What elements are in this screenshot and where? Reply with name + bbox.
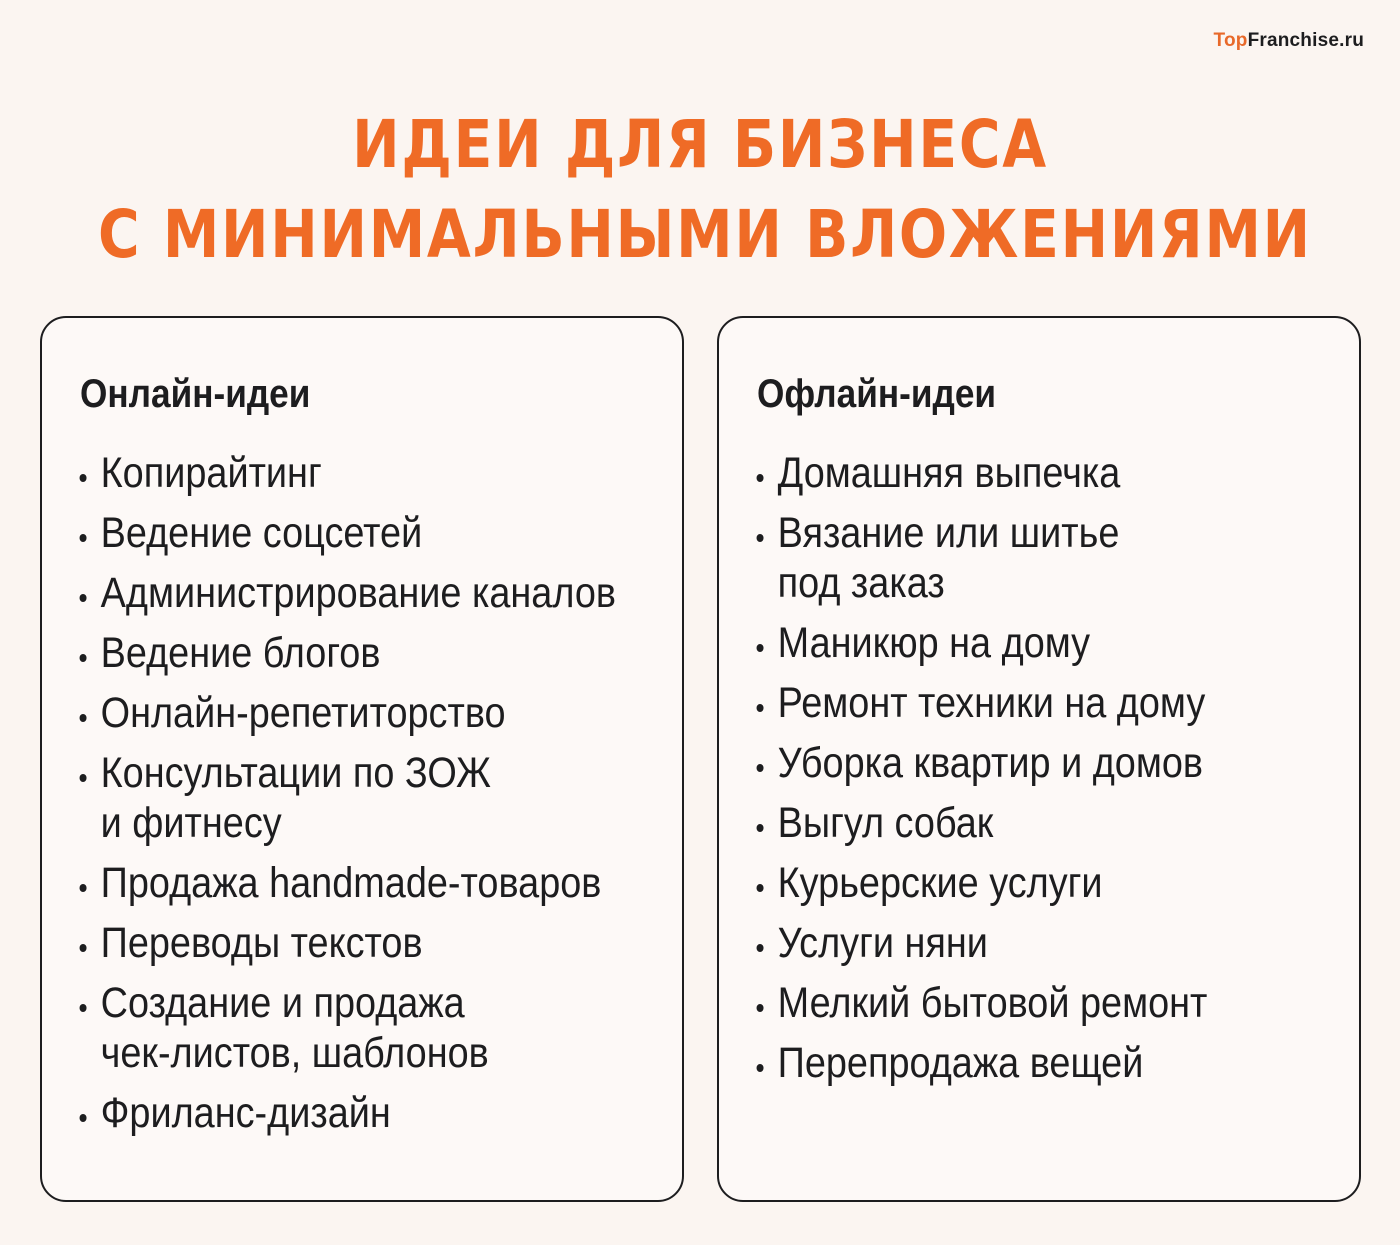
list-item-line: Вязание или шитье <box>777 509 1120 557</box>
list-item <box>76 688 692 738</box>
list-item <box>76 748 692 848</box>
list-item-line: Уборка квартир и домов <box>777 739 1204 787</box>
list-item-line: Копирайтинг <box>100 449 322 497</box>
list-item <box>76 858 692 908</box>
list-item <box>753 1038 1369 1088</box>
list-item <box>753 618 1369 668</box>
list-item <box>76 628 692 678</box>
list-item-line-2: под заказ <box>777 559 945 607</box>
list-item-line: Домашняя выпечка <box>777 449 1121 497</box>
list-item-line: Фриланс-дизайн <box>100 1089 391 1137</box>
list-item <box>76 568 692 618</box>
list-item-line: Маникюр на дому <box>777 619 1091 667</box>
list-item <box>76 918 692 968</box>
list-item <box>76 448 692 498</box>
list-item-line: Ведение соцсетей <box>100 509 423 557</box>
list-item <box>753 798 1369 848</box>
list-item <box>76 978 692 1078</box>
list-item-line: Онлайн-репетиторство <box>100 689 506 737</box>
title-line-1: ИДЕИ ДЛЯ БИЗНЕСА <box>352 106 1048 183</box>
offline-ideas-card <box>717 316 1361 1202</box>
list-item-line: Выгул собак <box>777 799 994 847</box>
list-item-line: Ведение блогов <box>100 629 381 677</box>
list-item-line: Курьерские услуги <box>777 859 1103 907</box>
list-item-line: Администрирование каналов <box>100 569 617 617</box>
list-item <box>76 1088 692 1138</box>
list-item <box>753 738 1369 788</box>
offline-ideas-list <box>753 448 1369 1098</box>
list-item-line: Услуги няни <box>777 919 988 967</box>
list-item <box>753 858 1369 908</box>
logo-part-top: Top <box>1213 30 1248 51</box>
list-item <box>753 678 1369 728</box>
online-ideas-list <box>76 448 692 1148</box>
list-item <box>753 448 1369 498</box>
list-item-line: Продажа handmade-товаров <box>100 859 602 907</box>
list-item <box>753 978 1369 1028</box>
page-title <box>98 100 1312 280</box>
logo-part-franchise: Franchise.ru <box>1247 30 1364 51</box>
online-ideas-heading: Онлайн-идеи <box>80 372 311 416</box>
list-item-line: Переводы текстов <box>100 919 423 967</box>
list-item-line: Перепродажа вещей <box>777 1039 1144 1087</box>
list-item-line: Создание и продажа <box>100 979 465 1027</box>
online-ideas-card <box>40 316 684 1202</box>
list-item-line-2: чек-листов, шаблонов <box>100 1029 489 1077</box>
list-item <box>753 508 1369 608</box>
list-item <box>76 508 692 558</box>
brand-logo[interactable] <box>1214 30 1364 52</box>
list-item-line-2: и фитнесу <box>100 799 282 847</box>
list-item-line: Ремонт техники на дому <box>777 679 1206 727</box>
title-line-2: С МИНИМАЛЬНЫМИ ВЛОЖЕНИЯМИ <box>98 196 1312 273</box>
offline-ideas-heading: Офлайн-идеи <box>757 372 997 416</box>
list-item-line: Консультации по ЗОЖ <box>100 749 491 797</box>
list-item-line: Мелкий бытовой ремонт <box>777 979 1208 1027</box>
list-item <box>753 918 1369 968</box>
